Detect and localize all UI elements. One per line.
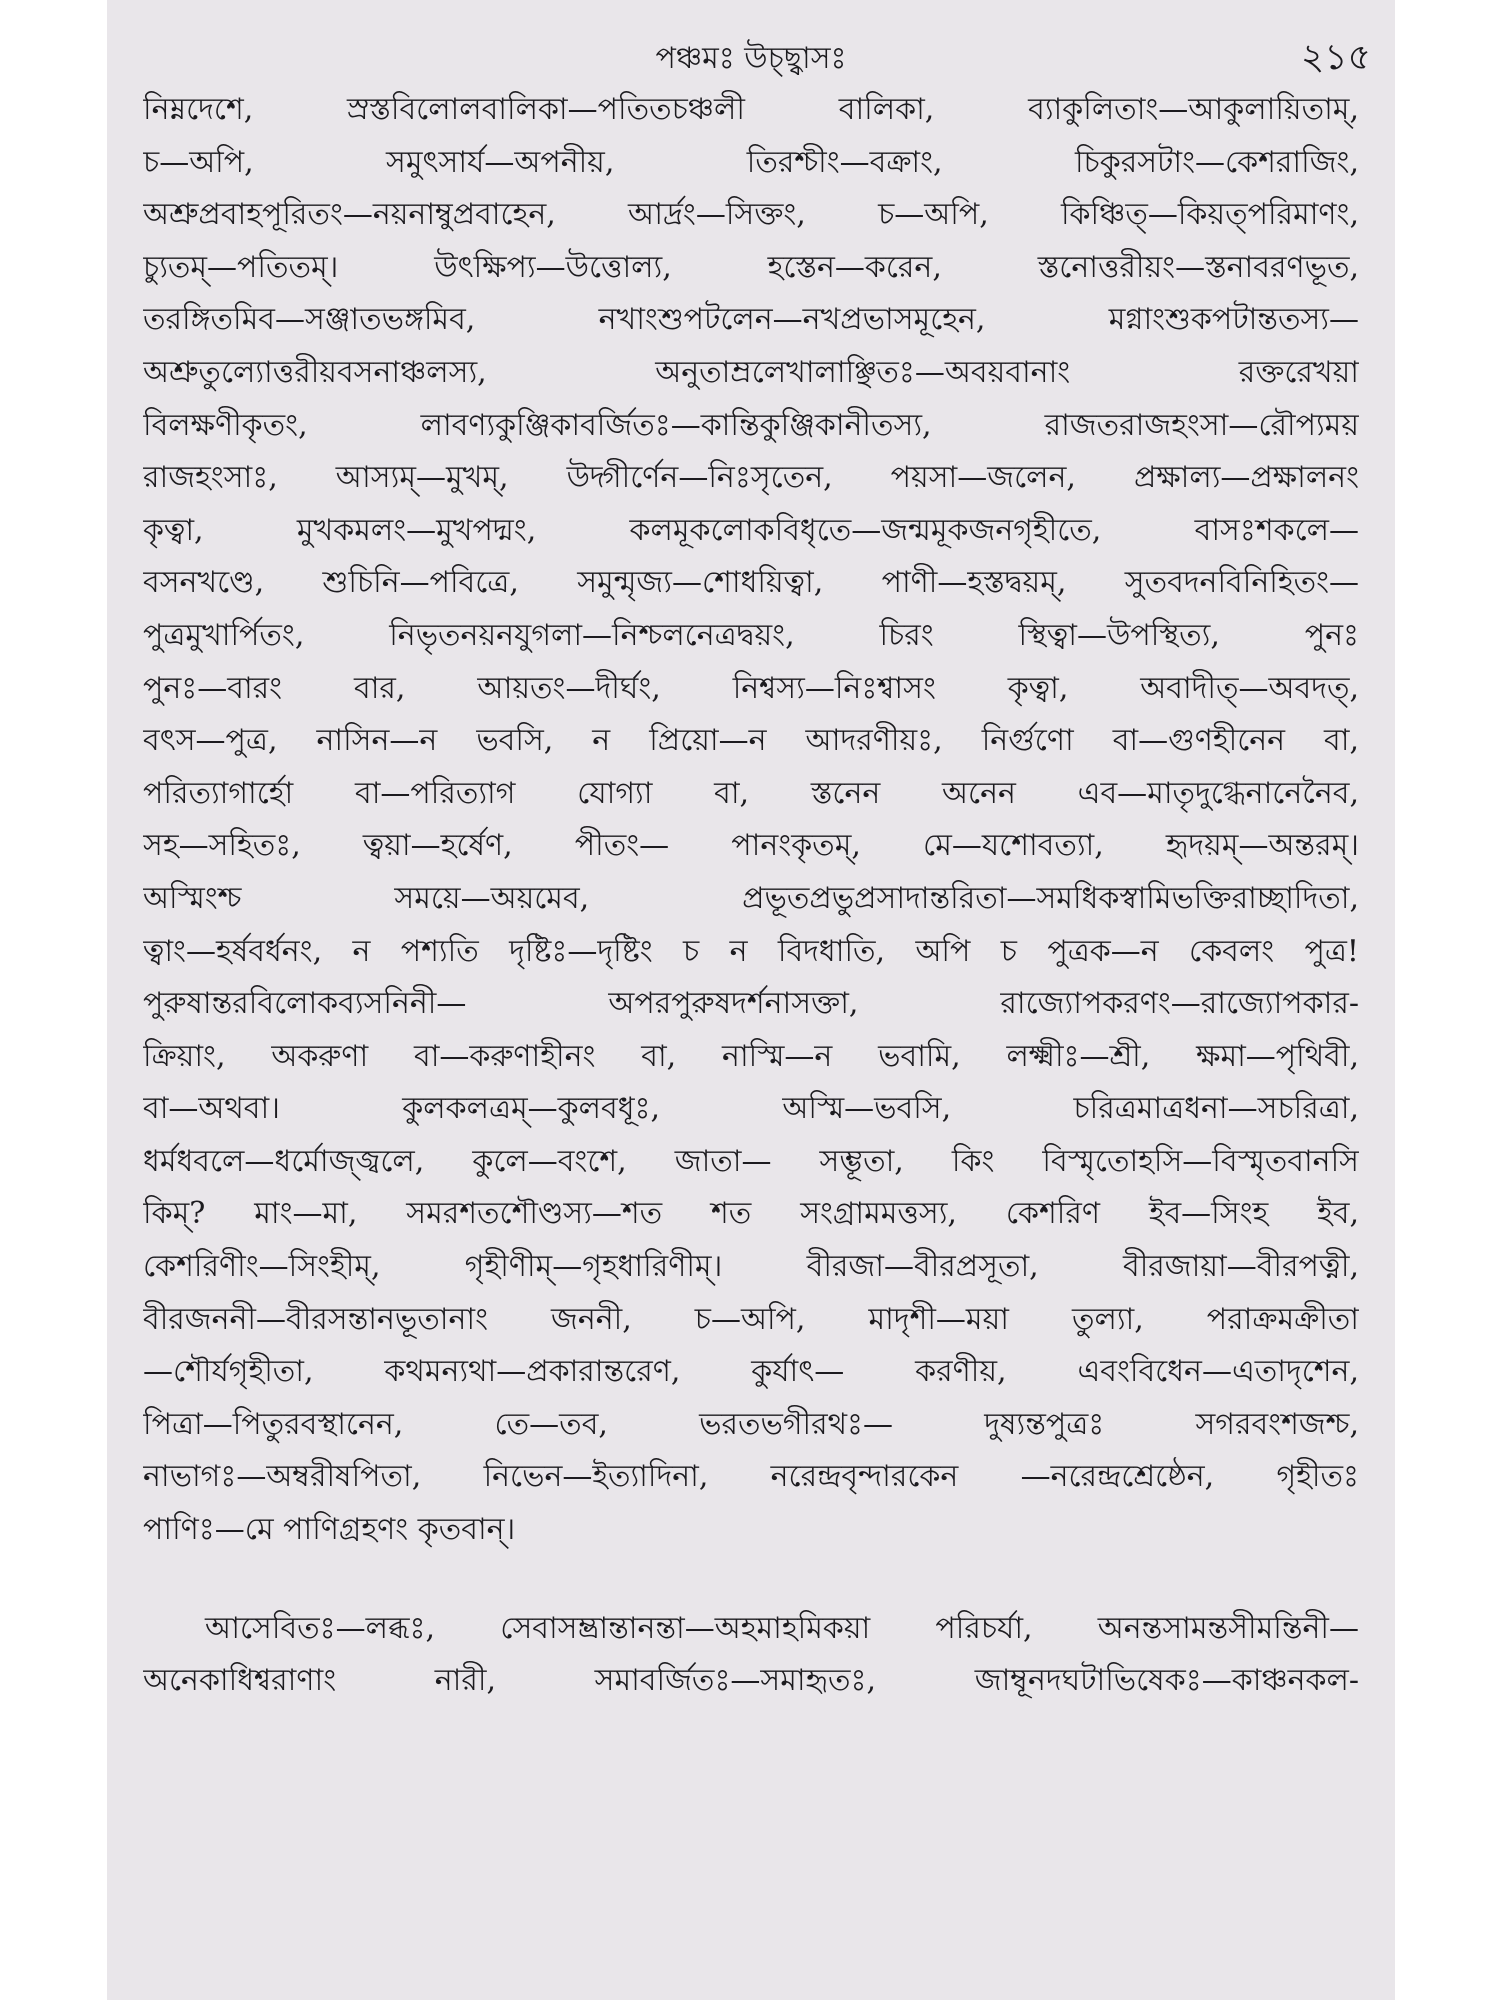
- text-line: সহ—সহিতঃ, ত্বয়া—হর্ষেণ, পীতং— পানংকৃতম্, মে—যশোবত্যা, হৃদয়ম্—অন্তরম্।: [143, 828, 1359, 864]
- text-line: বীরজননী—বীরসন্তানভূতানাং জননী, চ—অপি, মাদৃশী—ময়া তুল্যা, পরাক্রমক্রীতা: [143, 1301, 1359, 1337]
- text-line: চ—অপি, সমুৎসার্য—অপনীয়, তিরশ্চীং—বক্রাং, চিকুরসটাং—কেশরাজিং,: [143, 144, 1359, 180]
- text-line: বা—অথবা। কুলকলত্রম্—কুলবধূঃ, অস্মি—ভবসি, চরিত্রমাত্রধনা—সচরিত্রা,: [143, 1091, 1359, 1127]
- text-line: আসেবিতঃ—লব্ধঃ, সেবাসম্ভ্রান্তানন্তা—অহমাহমিকয়া পরিচর্যা, অনন্তসামন্তসীমন্তিনী—: [205, 1610, 1359, 1646]
- text-line: পরিত্যাগার্হো বা—পরিত্যাগ যোগ্যা বা, স্তনেন অনেন এব—মাতৃদুগ্ধেনানেনৈব,: [143, 775, 1359, 811]
- text-line: অস্মিংশ্চ সময়ে—অয়মেব, প্রভূতপ্রভুপ্রসাদান্তরিতা—সমধিকস্বামিভক্তিরাচ্ছাদিতা,: [143, 880, 1359, 916]
- text-line: তরঙ্গিতমিব—সঞ্জাতভঙ্গমিব, নখাংশুপটলেন—নখপ্রভাসমূহেন, মগ্নাংশুকপটান্ততস্য—: [143, 302, 1359, 338]
- text-line: বসনখণ্ডে, শুচিনি—পবিত্রে, সমুন্মৃজ্য—শোধয়িত্বা, পাণী—হস্তদ্বয়ম্, সুতবদনবিনিহিতং—: [143, 565, 1359, 601]
- text-line: কেশরিণীং—সিংহীম্, গৃহীণীম্—গৃহধারিণীম্। বীরজা—বীরপ্রসূতা, বীরজায়া—বীরপত্নী,: [143, 1249, 1359, 1285]
- paragraph-2: [143, 1603, 1359, 1708]
- text-line: পুত্রমুখার্পিতং, নিভৃতনয়নযুগলা—নিশ্চলনেত্রদ্বয়ং, চিরং স্থিত্বা—উপস্থিত্য, পুনঃ: [143, 617, 1359, 653]
- text-line: পাণিঃ—মে পাণিগ্রহণং কৃতবান্।: [143, 1512, 516, 1548]
- text-line: বৎস—পুত্র, নাসিন—ন ভবসি, ন প্রিয়ো—ন আদরণীয়ঃ, নির্গুণো বা—গুণহীনেন বা,: [143, 723, 1359, 759]
- text-line: পিত্রা—পিতুরবস্থানেন, তে—তব, ভরতভগীরথঃ— দুষ্যন্তপুত্রঃ সগরবংশজশ্চ,: [143, 1406, 1359, 1442]
- text-line: পুরুষান্তরবিলোকব্যসনিনী— অপরপুরুষদর্শনাসক্তা, রাজ্যোপকরণং—রাজ্যোপকার-: [143, 986, 1359, 1022]
- text-line: চ্যুতম্—পতিতম্। উৎক্ষিপ্য—উত্তোল্য, হস্তেন—করেন, স্তনোত্তরীয়ং—স্তনাবরণভূত,: [143, 249, 1359, 285]
- text-line: কৃত্বা, মুখকমলং—মুখপদ্মং, কলমূকলোকবিধৃতে—জন্মমূকজনগৃহীতে, বাসঃশকলে—: [143, 512, 1359, 548]
- text-line: অশ্রুপ্রবাহপূরিতং—নয়নাম্বুপ্রবাহেন, আর্দ্রং—সিক্তং, চ—অপি, কিঞ্চিত্—কিয়ত্পরিমাণং,: [143, 197, 1359, 233]
- text-line: রাজহংসাঃ, আস্যম্—মুখম্, উদ্গীর্ণেন—নিঃসৃতেন, পয়সা—জলেন, প্রক্ষাল্য—প্রক্ষালনং: [143, 460, 1359, 496]
- paragraph-1: [143, 84, 1359, 1557]
- text-line: অশ্রুতুল্যোত্তরীয়বসনাঞ্চলস্য, অনুতাম্রলেখালাঞ্ছিতঃ—অবয়বানাং রক্তরেখয়া: [143, 354, 1359, 390]
- text-line: —শৌর্যগৃহীতা, কথমন্যথা—প্রকারান্তরেণ, কুর্যাৎ— করণীয়, এবংবিধেন—এতাদৃশেন,: [143, 1354, 1359, 1390]
- page-number: ২১৫: [1300, 37, 1371, 78]
- text-line: অনেকাধিশ্বরাণাং নারী, সমাবর্জিতঃ—সমাহৃতঃ, জাম্বূনদঘটাভিষেকঃ—কাঞ্চনকল-: [143, 1663, 1359, 1699]
- text-line: নিম্নদেশে, স্রস্তবিলোলবালিকা—পতিতচঞ্চলী বালিকা, ব্যাকুলিতাং—আকুলায়িতাম্,: [143, 92, 1359, 127]
- text-line: ধর্মধবলে—ধর্মোজ্জ্বলে, কুলে—বংশে, জাতা— সম্ভূতা, কিং বিস্মৃতোহসি—বিস্মৃতবানসি: [143, 1143, 1359, 1179]
- body-text: [143, 84, 1359, 1708]
- text-line: ত্বাং—হর্ষবর্ধনং, ন পশ্যতি দৃষ্টিঃ—দৃষ্টিং চ ন বিদধাতি, অপি চ পুত্রক—ন কেবলং পুত্র!: [143, 933, 1359, 969]
- running-head: পঞ্চমঃ উচ্ছ্বাসঃ: [655, 41, 847, 76]
- book-page: [107, 0, 1395, 2000]
- text-line: ক্রিয়াং, অকরুণা বা—করুণাহীনং বা, নাস্মি—ন ভবামি, লক্ষ্মীঃ—শ্রী, ক্ষমা—পৃথিবী,: [143, 1038, 1359, 1074]
- text-line: কিম্? মাং—মা, সমরশতশৌণ্ডস্য—শত শত সংগ্রামমত্তস্য, কেশরিণ ইব—সিংহ ইব,: [143, 1196, 1359, 1232]
- page-header: [143, 26, 1371, 84]
- text-line: পুনঃ—বারং বার, আয়তং—দীর্ঘং, নিশ্বস্য—নিঃশ্বাসং কৃত্বা, অবাদীত্—অবদত্,: [143, 670, 1359, 706]
- text-line: বিলক্ষণীকৃতং, লাবণ্যকুঞ্জিকাবর্জিতঃ—কান্তিকুঞ্জিকানীতস্য, রাজতরাজহংসা—রৌপ্যময়: [143, 407, 1359, 443]
- text-line: নাভাগঃ—অম্বরীষপিতা, নিভেন—ইত্যাদিনা, নরেন্দ্রবৃন্দারকেন —নরেন্দ্রশ্রেষ্ঠেন, গৃহীতঃ: [143, 1459, 1359, 1495]
- paragraph-gap: [143, 1557, 1359, 1603]
